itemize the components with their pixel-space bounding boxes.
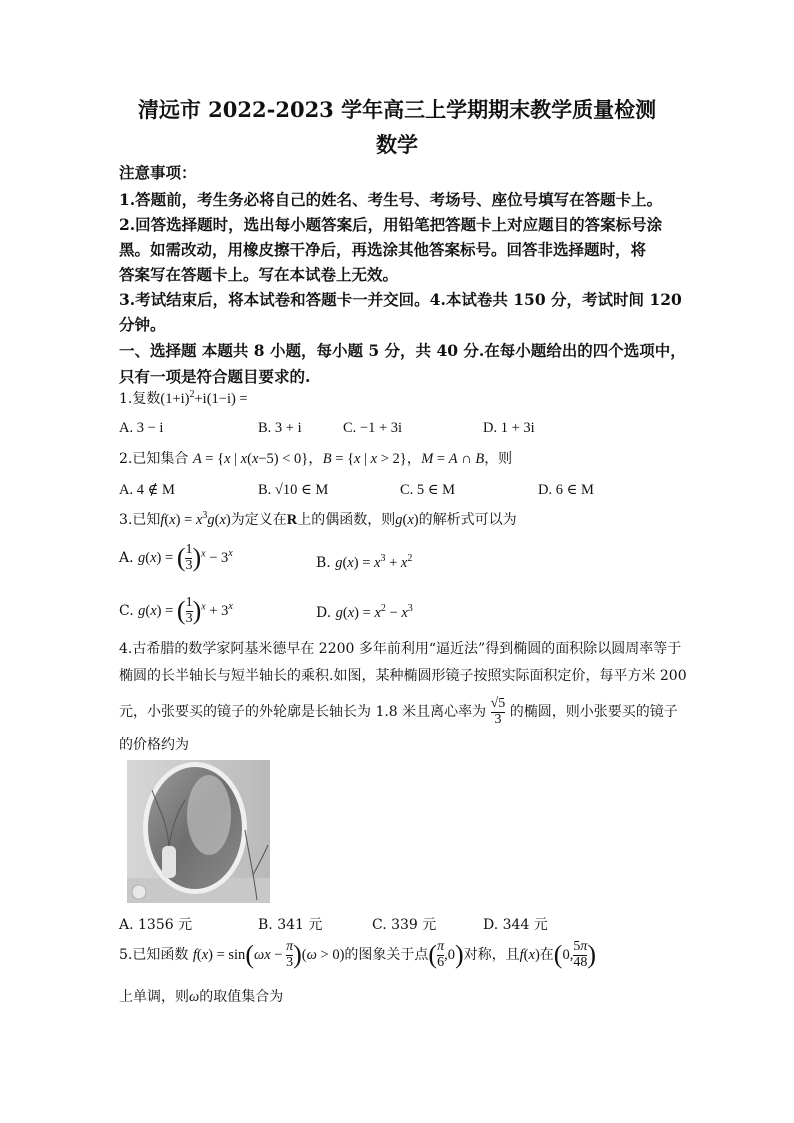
note-line: 3.考试结束后，将本试卷和答题卡一并交回。4.本试卷共 150 分，考试时间 120 xyxy=(119,290,682,309)
question-4-line: 椭圆的长半轴长与短半轴长的乘积.如图，某种椭圆形镜子按照实际面积定价，每平方米 200 xyxy=(119,668,687,684)
oval-mirror-photo xyxy=(127,760,270,903)
question-4-line: 的价格约为 xyxy=(119,737,189,753)
subject-title: 数学 xyxy=(376,132,418,157)
q3-option-d[interactable]: D. $g(x) = x^2 - x^3$ xyxy=(316,603,413,621)
q1-option-b[interactable]: B. 3 + i xyxy=(258,420,302,436)
section-heading: 一、选择题 本题共 8 小题，每小题 5 分，共 40 分.在每小题给出的四个选项中， xyxy=(119,341,686,360)
q2-option-d[interactable]: D. 6 ∈ M xyxy=(538,482,594,498)
q3-option-b[interactable]: B. $g(x) = x^3 + x^2$ xyxy=(316,553,413,571)
section-heading: 只有一项是符合题目要求的. xyxy=(119,367,311,386)
q3-option-a[interactable]: A. g(x) = ( $\frac{1}{3}$ )$^x - 3^x$ xyxy=(119,542,233,573)
question-4-line: 4.古希腊的数学家阿基米德早在 2200 多年前利用“逼近法”得到椭圆的面积除以圆周率等于 xyxy=(119,641,682,657)
question-5: 5.已知函数 f(x) = sin(ωx − $\frac{\pi}{3}$ )(ω > 0)的图象关于点( $\frac{\pi}{6}$ ,0)对称，且f(x)在(0, $\frac{5\pi}{48}$ ) xyxy=(119,939,597,970)
note-line: 分钟。 xyxy=(119,315,166,334)
note-line: 2.回答选择题时，选出每小题答案后，用铅笔把答题卡上对应题目的答案标号涂 xyxy=(119,215,663,234)
q4-option-c[interactable]: C. 339 元 xyxy=(372,917,437,933)
q4-option-d[interactable]: D. 344 元 xyxy=(483,917,548,933)
question-3: 3.已知$f(x) = x^3g(x)$为定义在R上的偶函数，则g(x)的解析式可以为 xyxy=(119,510,517,528)
question-5-line2: 上单调，则ω的取值集合为 xyxy=(119,989,284,1005)
q2-option-b[interactable]: B. √10 ∈ M xyxy=(258,482,329,498)
q1-option-d[interactable]: D. 1 + 3i xyxy=(483,420,535,436)
q3-option-c[interactable]: C. g(x) = ( $\frac{1}{3}$ )$^x + 3^x$ xyxy=(119,595,233,626)
q1-option-a[interactable]: A. 3 − i xyxy=(119,420,164,436)
page-title: 清远市 2022-2023 学年高三上学期期末教学质量检测 xyxy=(137,97,657,122)
q2-option-c[interactable]: C. 5 ∈ M xyxy=(400,482,456,498)
question-4-line: 元，小张要买的镜子的外轮廓是长轴长为 1.8 米且离心率为 $\frac{√5}{3}$ 的椭圆，则小张要买的镜子 xyxy=(119,696,678,727)
q2-option-a[interactable]: A. 4 ∉ M xyxy=(119,482,175,498)
q4-option-a[interactable]: A. 1356 元 xyxy=(119,917,193,933)
q4-option-b[interactable]: B. 341 元 xyxy=(258,917,323,933)
question-2: 2.已知集合 A = {x | x(x−5) < 0}，B = {x | x > 2}，M = A ∩ B，则 xyxy=(119,451,513,467)
q1-option-c[interactable]: C. −1 + 3i xyxy=(343,420,403,436)
note-line: 黑。如需改动，用橡皮擦干净后，再选涂其他答案标号。回答非选择题时，将 xyxy=(119,240,647,259)
note-line: 1.答题前，考生务必将自己的姓名、考生号、考场号、座位号填写在答题卡上。 xyxy=(119,190,663,209)
notes-heading: 注意事项： xyxy=(119,163,197,182)
note-line: 答案写在答题卡上。写在本试卷上无效。 xyxy=(119,265,399,284)
question-1: 1.复数$(1+i)^2+i(1-i)$ = xyxy=(119,389,248,407)
